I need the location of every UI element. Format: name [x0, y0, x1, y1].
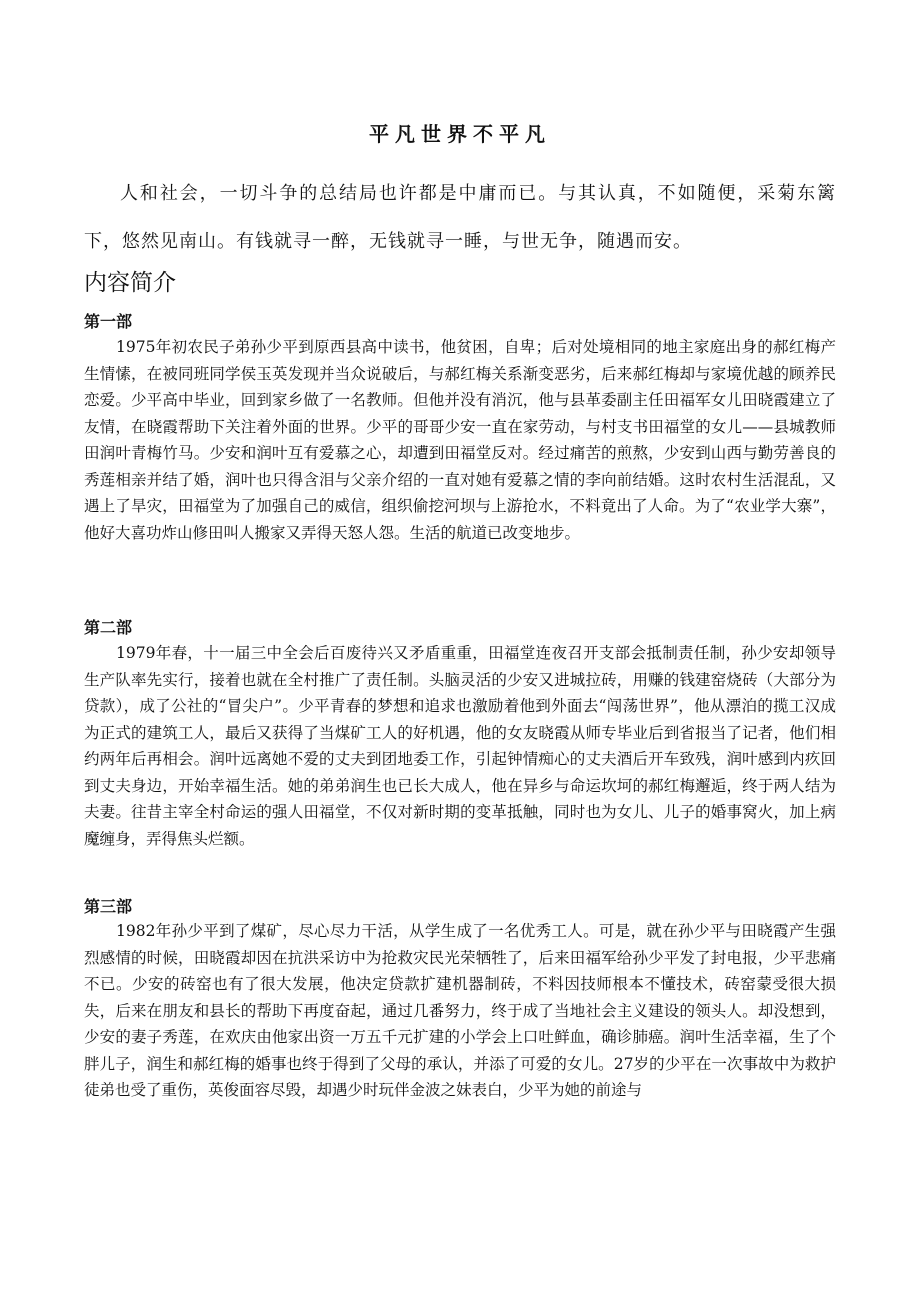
part-text-3: 1982年孙少平到了煤矿，尽心尽力干活，从学生成了一名优秀工人。可是，就在孙少平与田晓霞产生强烈感情的时候，田晓霞却因在抗洪采访中为抢救灾民光荣牺牲了，后来田福军给孙少平发了封电报，少平悲痛不已。少安的砖窑也有了很大发展，他决定贷款扩建机器制砖，不料因技师根本不懂技术，砖窑蒙受很大损失，后来在朋友和县长的帮助下再度奋起，通过几番努力，终于成了当地社会主义建设的领头人。却没想到，少安的妻子秀莲，在欢庆由他家出资一万五千元扩建的小学会上口吐鲜血，确诊肺癌。润叶生活幸福，生了个胖儿子，润生和郝红梅的婚事也终于得到了父母的承认，并添了可爱的女儿。27岁的少平在一次事故中为救护徒弟也受了重伤，英俊面容尽毁，却遇少时玩伴金波之妹表白，少平为她的前途与 — [84, 922, 836, 1099]
intro-paragraph: 人和社会，一切斗争的总结局也许都是中庸而已。与其认真，不如随便，采菊东篱下，悠然见南山。有钱就寻一醉，无钱就寻一睡，与世无争，随遇而安。 — [84, 183, 836, 252]
part-heading-3: 第三部 — [84, 897, 133, 916]
part-heading-2: 第二部 — [84, 618, 133, 637]
section-heading-summary: 内容简介 — [84, 270, 176, 296]
document-title: 平凡世界不平凡 — [369, 122, 551, 146]
part-text-1: 1975年初农民子弟孙少平到原西县高中读书，他贫困，自卑；后对处境相同的地主家庭出身的郝红梅产生情愫，在被同班同学侯玉英发现并当众说破后，与郝红梅关系渐变恶劣，后来郝红梅却与家境优越的顾养民恋爱。少平高中毕业，回到家乡做了一名教师。但他并没有消沉，他与县革委副主任田福军女儿田晓霞建立了友情，在晓霞帮助下关注着外面的世界。少平的哥哥少安一直在家劳动，与村支书田福堂的女儿——县城教师田润叶青梅竹马。少安和润叶互有爱慕之心，却遭到田福堂反对。经过痛苦的煎熬，少安到山西与勤劳善良的秀莲相亲并结了婚，润叶也只得含泪与父亲介绍的一直对她有爱慕之情的李向前结婚。这时农村生活混乱，又遇上了旱灾，田福堂为了加强自己的威信，组织偷挖河坝与上游抢水，不料竟出了人命。为了“农业学大寨”，他好大喜功炸山修田叫人搬家又弄得天怒人怨。生活的航道已改变地步。 — [84, 338, 836, 542]
part-heading-1: 第一部 — [84, 312, 133, 331]
part-text-2: 1979年春，十一届三中全会后百废待兴又矛盾重重，田福堂连夜召开支部会抵制责任制，孙少安却领导生产队率先实行，接着也就在全村推广了责任制。头脑灵活的少安又进城拉砖，用赚的钱建窑烧砖（大部分为贷款），成了公社的“冒尖户”。少平青春的梦想和追求也激励着他到外面去“闯荡世界”，他从漂泊的揽工汉成为正式的建筑工人，最后又获得了当煤矿工人的好机遇，他的女友晓霞从师专毕业后到省报当了记者，他们相约两年后再相会。润叶远离她不爱的丈夫到团地委工作，引起钟情痴心的丈夫酒后开车致残，润叶感到内疚回到丈夫身边，开始幸福生活。她的弟弟润生也已长大成人，他在异乡与命运坎坷的郝红梅邂逅，终于两人结为夫妻。往昔主宰全村命运的强人田福堂，不仅对新时期的变革抵触，同时也为女儿、儿子的婚事窝火，加上病魔缠身，弄得焦头烂额。 — [84, 644, 836, 848]
